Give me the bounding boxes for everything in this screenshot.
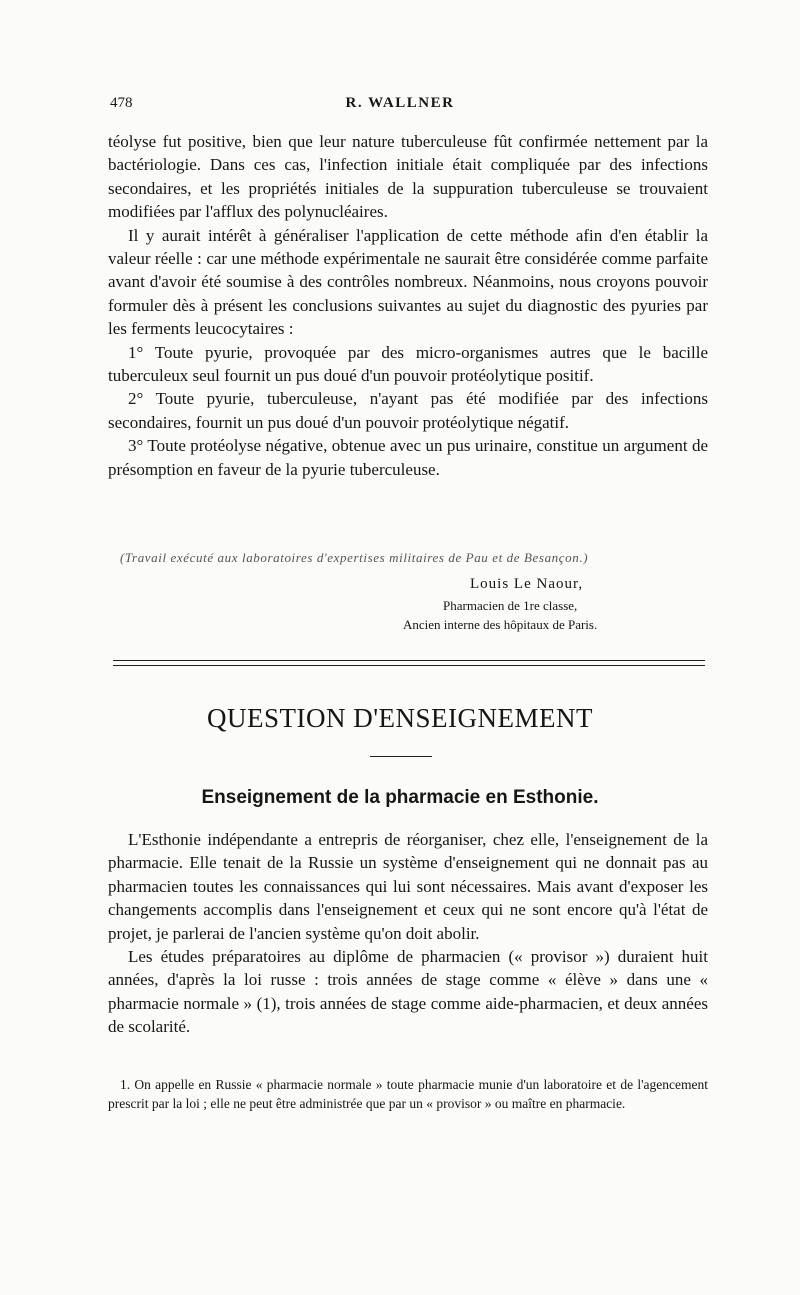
- paragraph: Les études préparatoires au diplôme de pharmacien (« provisor ») duraient huit années, d'après la loi russe : trois années de stage comme « élève » dans une « pharmacie normale » (1), trois années de stage comme aide-pharmacien, et deux années de scolarité.: [108, 947, 708, 1037]
- paragraph: L'Esthonie indépendante a entrepris de réorganiser, chez elle, l'enseignement de la pharmacie. Elle tenait de la Russie un système d'enseignement qui ne donnait pas au pharmacien toutes les connaissances qui lui sont nécessaires. Mais avant d'exposer les changements accomplis dans l'enseignement et ceux qui ne sont encore qu'à l'état de projet, je parlerai de l'ancien système qu'on doit abolir.: [108, 830, 708, 943]
- section-subtitle: Enseignement de la pharmacie en Esthonie.: [201, 787, 599, 808]
- paragraph: Il y aurait intérêt à généraliser l'application de cette méthode afin d'en établir la valeur réelle : car une méthode expérimentale ne saurait être considérée comme parfaite avant d'avoir été soumise à des contrôles nombreux. Néanmoins, nous croyons pouvoir formuler dès à présent les conclusions suivantes au sujet du diagnostic des pyuries par les ferments leucocytaires :: [108, 225, 708, 339]
- author-title: Pharmacien de 1re classe,: [443, 598, 578, 613]
- conclusion-1: 1° Toute pyurie, provoquée par des micro-organismes autres que le bacille tuberculeux seul fournit un pus doué d'un pouvoir protéolytique positif.: [108, 342, 708, 386]
- running-head: R. WALLNER: [345, 95, 455, 111]
- conclusion-2: 2° Toute pyurie, tuberculeuse, n'ayant pas été modifiée par des infections secondaires, fournit un pus doué d'un pouvoir protéolytique négatif.: [108, 389, 708, 432]
- author-signature: Louis Le Naour,: [470, 576, 584, 592]
- section-divider: [113, 665, 705, 666]
- page-number: 478: [110, 95, 133, 111]
- article-body: [108, 130, 708, 481]
- section-title: QUESTION D'ENSEIGNEMENT: [206, 703, 594, 733]
- footnote: [108, 1075, 708, 1113]
- footnote-text: 1. On appelle en Russie « pharmacie normale » toute pharmacie munie d'un laboratoire et de l'agencement prescrit par la loi ; elle ne peut être administrée que par un « provisor » ou maître en pharmacie.: [108, 1077, 708, 1111]
- credit-line: (Travail exécuté aux laboratoires d'expertises militaires de Pau et de Besançon.): [120, 550, 589, 565]
- conclusion-3: 3° Toute protéolyse négative, obtenue avec un pus urinaire, constitue un argument de présomption en faveur de la pyurie tuberculeuse.: [108, 436, 708, 479]
- author-affiliation: Ancien interne des hôpitaux de Paris.: [403, 617, 598, 632]
- title-underline: [370, 756, 432, 757]
- paragraph: téolyse fut positive, bien que leur nature tuberculeuse fût confirmée nettement par la bactériologie. Dans ces cas, l'infection initiale était compliquée par des infections secondaires, et les propriétés initiales de la suppuration tuberculeuse se trouvaient modifiées par l'afflux des polynucléaires.: [108, 132, 708, 222]
- section-divider: [113, 660, 705, 661]
- section-body: [108, 828, 708, 1039]
